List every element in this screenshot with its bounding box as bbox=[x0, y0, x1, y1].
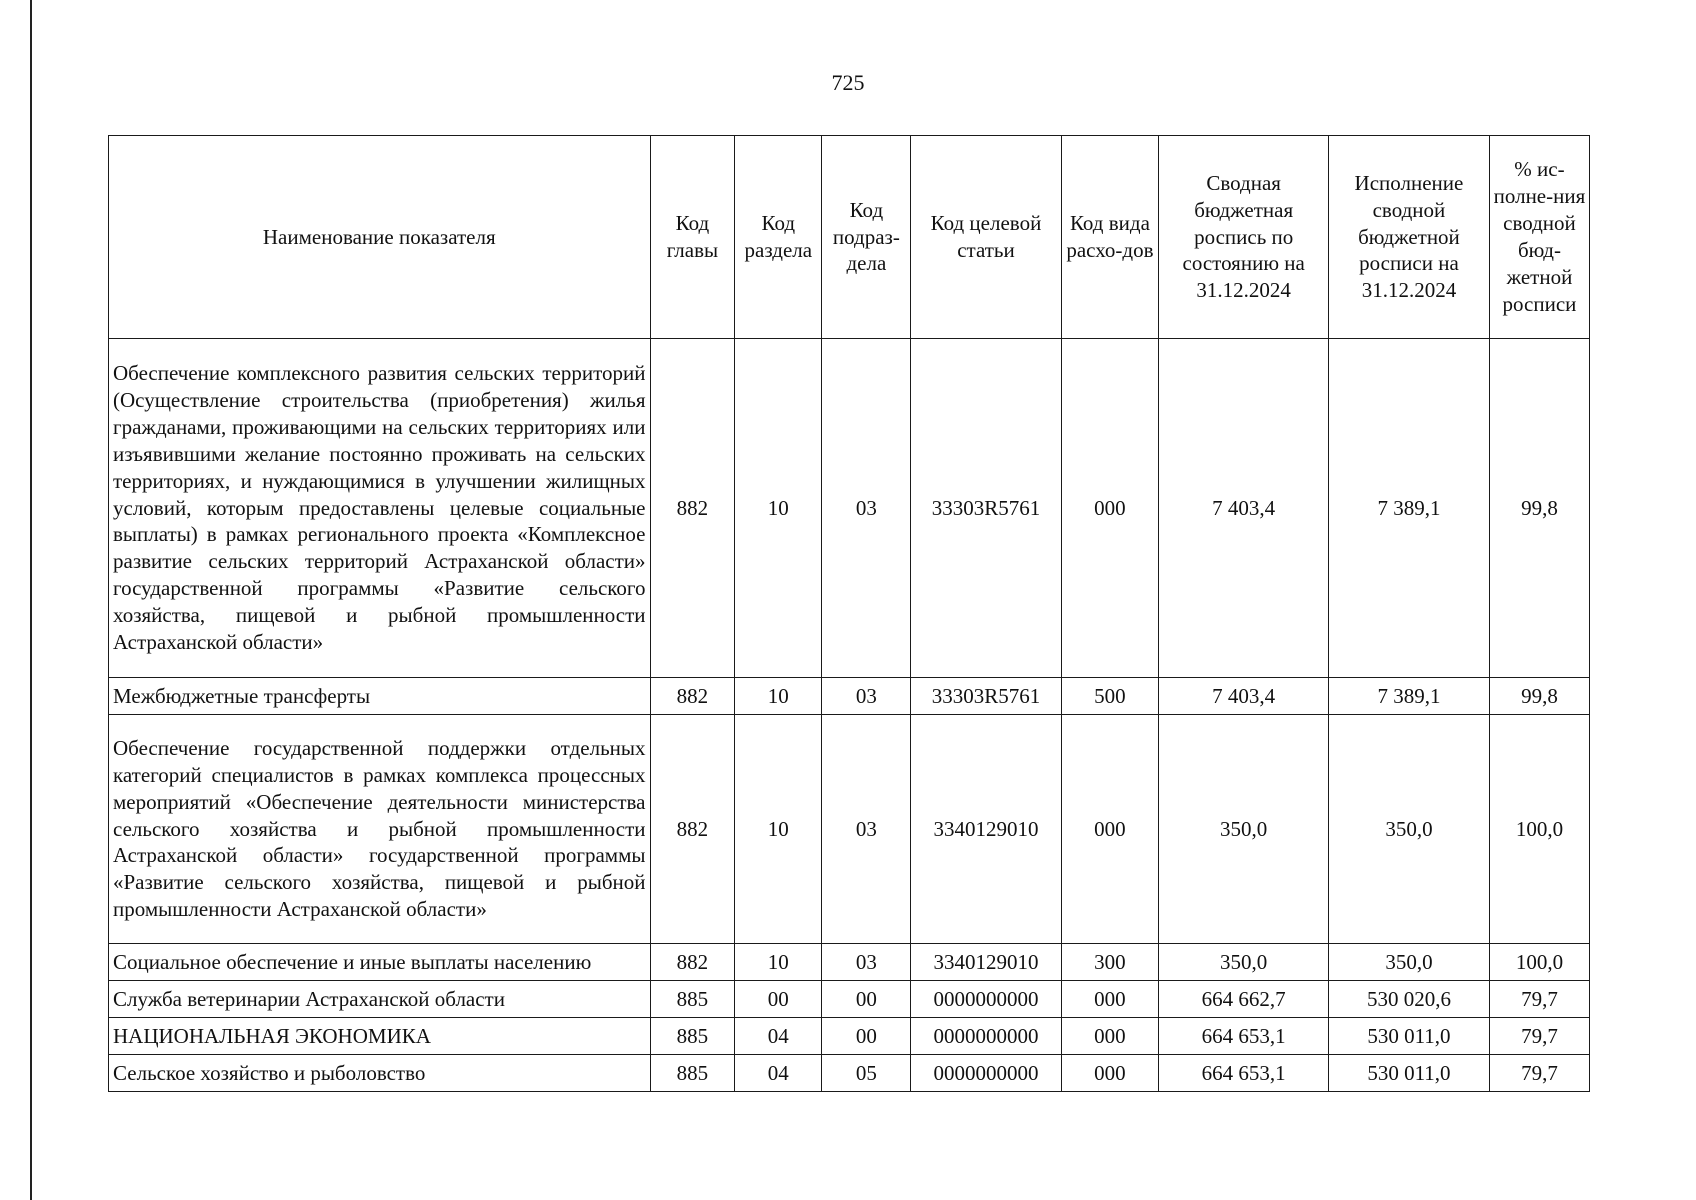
section-code: 10 bbox=[735, 678, 822, 715]
subsection-code: 00 bbox=[822, 1018, 911, 1055]
target-item-code: 0000000000 bbox=[911, 1055, 1061, 1092]
expense-type-code: 000 bbox=[1061, 339, 1159, 678]
chapter-code: 882 bbox=[650, 678, 735, 715]
target-item-code: 33303R5761 bbox=[911, 339, 1061, 678]
header-indicator-name: Наименование показателя bbox=[109, 136, 651, 339]
indicator-name: Социальное обеспечение и иные выплаты населению bbox=[109, 944, 651, 981]
planned-amount: 664 653,1 bbox=[1159, 1055, 1329, 1092]
header-subsection-code: Код подраз-дела bbox=[822, 136, 911, 339]
section-code: 04 bbox=[735, 1018, 822, 1055]
target-item-code: 33303R5761 bbox=[911, 678, 1061, 715]
target-item-code: 0000000000 bbox=[911, 1018, 1061, 1055]
target-item-code: 0000000000 bbox=[911, 981, 1061, 1018]
chapter-code: 885 bbox=[650, 1018, 735, 1055]
header-executed-budget: Исполнение сводной бюджетной росписи на 31.12.2024 bbox=[1328, 136, 1489, 339]
planned-amount: 664 653,1 bbox=[1159, 1018, 1329, 1055]
table-row bbox=[109, 339, 1590, 678]
chapter-code: 882 bbox=[650, 715, 735, 944]
chapter-code: 882 bbox=[650, 339, 735, 678]
indicator-name: Служба ветеринарии Астраханской области bbox=[109, 981, 651, 1018]
target-item-code: 3340129010 bbox=[911, 944, 1061, 981]
section-code: 00 bbox=[735, 981, 822, 1018]
executed-amount: 7 389,1 bbox=[1328, 339, 1489, 678]
expense-type-code: 000 bbox=[1061, 981, 1159, 1018]
header-section-code: Код раздела bbox=[735, 136, 822, 339]
execution-percent: 79,7 bbox=[1489, 981, 1589, 1018]
section-code: 10 bbox=[735, 715, 822, 944]
table-row bbox=[109, 715, 1590, 944]
planned-amount: 7 403,4 bbox=[1159, 678, 1329, 715]
execution-percent: 79,7 bbox=[1489, 1018, 1589, 1055]
executed-amount: 530 020,6 bbox=[1328, 981, 1489, 1018]
target-item-code: 3340129010 bbox=[911, 715, 1061, 944]
page-margin-rule bbox=[30, 0, 32, 1200]
table-row bbox=[109, 1018, 1590, 1055]
expense-type-code: 000 bbox=[1061, 1055, 1159, 1092]
chapter-code: 885 bbox=[650, 981, 735, 1018]
execution-percent: 99,8 bbox=[1489, 339, 1589, 678]
expense-type-code: 000 bbox=[1061, 1018, 1159, 1055]
section-code: 10 bbox=[735, 339, 822, 678]
subsection-code: 03 bbox=[822, 678, 911, 715]
executed-amount: 350,0 bbox=[1328, 715, 1489, 944]
subsection-code: 00 bbox=[822, 981, 911, 1018]
indicator-name: НАЦИОНАЛЬНАЯ ЭКОНОМИКА bbox=[109, 1018, 651, 1055]
indicator-name: Межбюджетные трансферты bbox=[109, 678, 651, 715]
indicator-name: Обеспечение государственной поддержки отдельных категорий специалистов в рамках комплекса процессных мероприятий «Обеспечение деятельности министерства сельского хозяйства и рыбной промышленности Астраханской области» государственной программы «Развитие сельского хозяйства, пищевой и рыбной промышленности Астраханской области» bbox=[109, 715, 651, 944]
planned-amount: 350,0 bbox=[1159, 944, 1329, 981]
budget-execution-table bbox=[108, 135, 1590, 1092]
executed-amount: 350,0 bbox=[1328, 944, 1489, 981]
subsection-code: 05 bbox=[822, 1055, 911, 1092]
header-target-item-code: Код целевой статьи bbox=[911, 136, 1061, 339]
header-execution-percent: % ис-полне-ния сводной бюд-жетной росписи bbox=[1489, 136, 1589, 339]
executed-amount: 7 389,1 bbox=[1328, 678, 1489, 715]
table-header-row bbox=[109, 136, 1590, 339]
subsection-code: 03 bbox=[822, 339, 911, 678]
section-code: 04 bbox=[735, 1055, 822, 1092]
section-code: 10 bbox=[735, 944, 822, 981]
expense-type-code: 500 bbox=[1061, 678, 1159, 715]
subsection-code: 03 bbox=[822, 944, 911, 981]
execution-percent: 79,7 bbox=[1489, 1055, 1589, 1092]
header-planned-budget: Сводная бюджетная роспись по состоянию на 31.12.2024 bbox=[1159, 136, 1329, 339]
header-expense-type-code: Код вида расхо-дов bbox=[1061, 136, 1159, 339]
execution-percent: 100,0 bbox=[1489, 944, 1589, 981]
page-number: 725 bbox=[831, 70, 865, 95]
table-row bbox=[109, 678, 1590, 715]
expense-type-code: 000 bbox=[1061, 715, 1159, 944]
header-chapter-code: Код главы bbox=[650, 136, 735, 339]
subsection-code: 03 bbox=[822, 715, 911, 944]
executed-amount: 530 011,0 bbox=[1328, 1018, 1489, 1055]
execution-percent: 99,8 bbox=[1489, 678, 1589, 715]
indicator-name: Сельское хозяйство и рыболовство bbox=[109, 1055, 651, 1092]
expense-type-code: 300 bbox=[1061, 944, 1159, 981]
executed-amount: 530 011,0 bbox=[1328, 1055, 1489, 1092]
planned-amount: 350,0 bbox=[1159, 715, 1329, 944]
indicator-name: Обеспечение комплексного развития сельских территорий (Осуществление строительства (приобретения) жилья гражданами, проживающими на сельских территориях или изъявившими желание постоянно проживать на сельских территориях, и нуждающимися в улучшении жилищных условий, которым предоставлены целевые социальные выплаты) в рамках регионального проекта «Комплексное развитие сельских территорий Астраханской области» государственной программы «Развитие сельского хозяйства, пищевой и рыбной промышленности Астраханской области» bbox=[109, 339, 651, 678]
table-row bbox=[109, 1055, 1590, 1092]
chapter-code: 882 bbox=[650, 944, 735, 981]
chapter-code: 885 bbox=[650, 1055, 735, 1092]
execution-percent: 100,0 bbox=[1489, 715, 1589, 944]
planned-amount: 664 662,7 bbox=[1159, 981, 1329, 1018]
table-row bbox=[109, 981, 1590, 1018]
table-row bbox=[109, 944, 1590, 981]
planned-amount: 7 403,4 bbox=[1159, 339, 1329, 678]
